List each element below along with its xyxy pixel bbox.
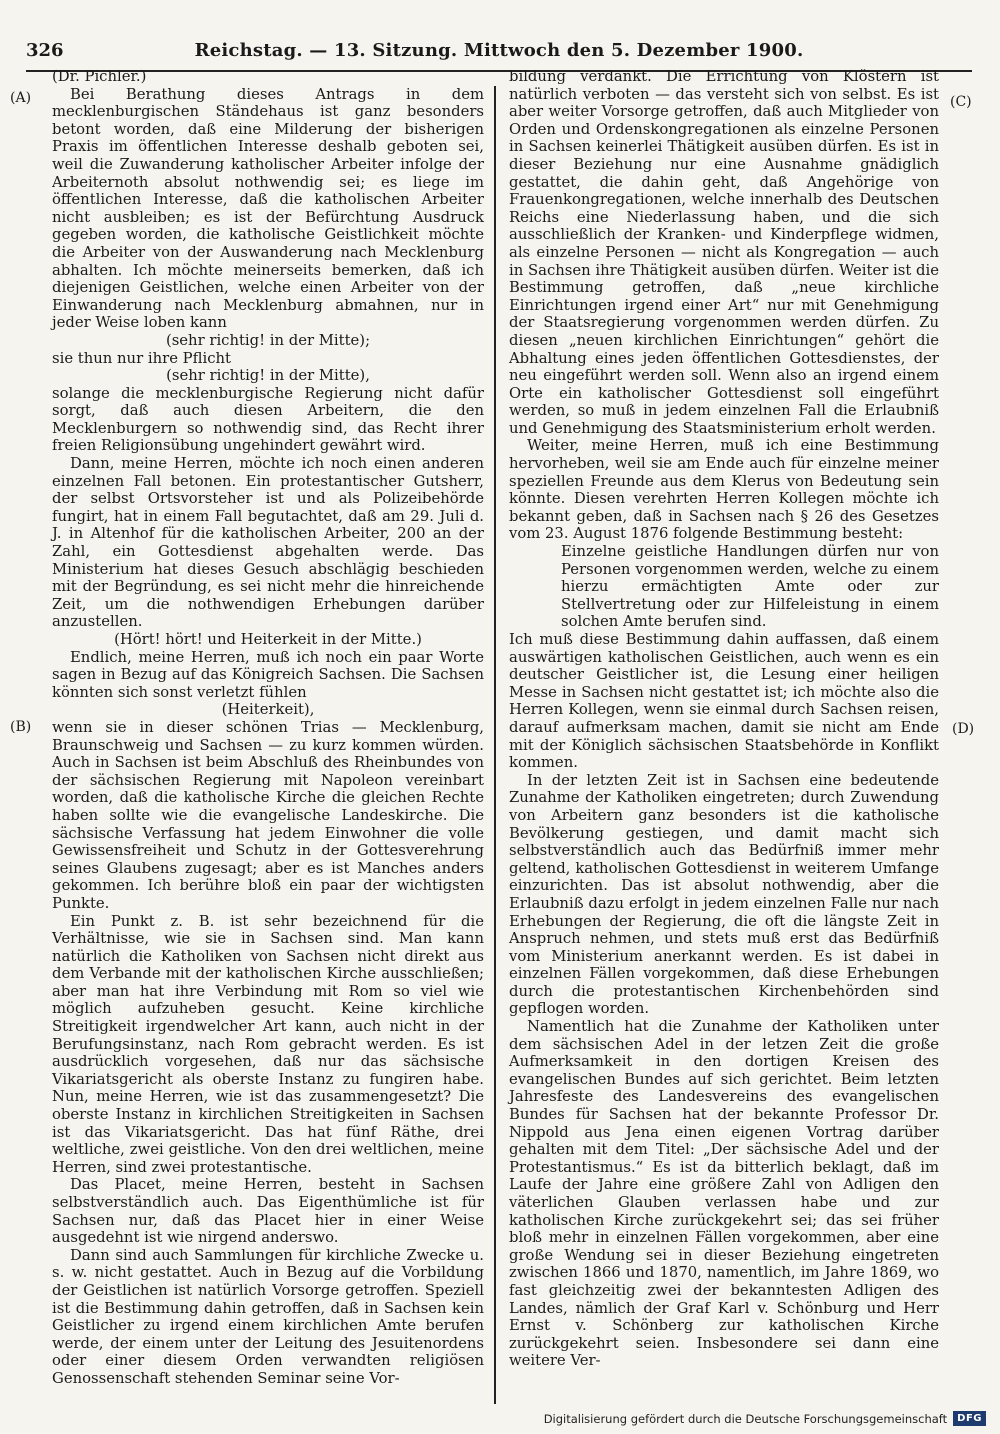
footer-credit [544, 1411, 986, 1426]
interjection: (Hört! hört! und Heiterkeit in der Mitte.) [114, 631, 422, 648]
interjection: (sehr richtig! in der Mitte), [166, 367, 370, 385]
paragraph: In der letzten Zeit ist in Sachsen eine bedeutende Zunahme der Katholiken eingetreten; durch Zuwendung von Arbeitern ganz besonders ist die katholische Bevölkerung gestiegen, und damit macht sich selbstverständlich auch das Bedürfniß immer mehr geltend, katholischen Gottesdienst in weiterem Umfange einzurichten. Das ist absolut nothwendig, aber die Erlaubniß dazu erfolgt in jedem einzelnen Falle nur nach Erhebungen der Regierung, die oft die längste Zeit in Anspruch nehmen, und stets muß erst das Bedürfniß vom Ministerium anerkannt werden. Es ist dabei in einzelnen Fällen vorgekommen, daß diese Erhebungen durch die protestantischen Kirchenbehörden sind gepflogen worden. [509, 771, 939, 1018]
paragraph: wenn sie in dieser schönen Trias — Mecklenburg, Braunschweig und Sachsen — zu kurz kommen würden. Auch in Sachsen ist beim Abschluß des Rheinbundes von der sächsischen Regierung mit Napoleon vereinbart worden, daß die katholische Kirche die gleichen Rechte haben sollte wie die evangelische Landeskirche. Die sächsische Verfassung hat jedem Einwohner die volle Gewissensfreiheit und Schutz in der Gottesverehrung seines Glaubens zugesagt; aber es ist Manches anders gekommen. Ich berühre bloß ein paar der wichtigsten Punkte. [52, 718, 484, 912]
paragraph: Weiter, meine Herren, muß ich eine Bestimmung hervorheben, weil sie am Ende auch für einzelne meiner speziellen Freunde aus dem Klerus von Bedeutung sein könnte. Diesen verehrten Herren Kollegen möchte ich bekannt geben, daß in Sachsen nach § 26 des Gesetzes vom 23. August 1876 folgende Bestimmung besteht: [509, 437, 939, 543]
margin-marker-c: (C) [950, 94, 972, 110]
margin-marker-d: (D) [952, 721, 975, 737]
right-column [509, 68, 939, 1370]
paragraph: bildung verdankt. Die Errichtung von Klöstern ist natürlich verboten — das versteht sich von selbst. Es ist aber weiter Vorsorge getroffen, daß auch Mitglieder von Orden und Ordenskongregationen als einzelne Personen in Sachsen keinerlei Thätigkeit ausüben dürfen. Es ist in dieser Beziehung nur eine Ausnahme gnädiglich gestattet, die dahin geht, daß Angehörige von Frauenkongregationen, welche innerhalb des Deutschen Reichs eine Niederlassung haben, und die sich ausschließlich der Kranken- und Kinderpflege widmen, als einzelne Personen — nicht als Kongregation — auch in Sachsen ihre Thätigkeit ausüben dürfen. Weiter ist die Bestimmung getroffen, daß „neue kirchliche Einrichtungen irgend einer Art“ nur mit Genehmigung der Staatsregierung vorgenommen werden dürfen. Zu diesen „neuen kirchlichen Einrichtungen“ gehört die Abhaltung eines jeden öffentlichen Gottesdienstes, der neu eingeführt werden soll. Wenn also an irgend einem Orte ein katholischer Gottesdienst soll eingeführt werden, so muß in jedem einzelnen Fall die Erlaubniß und Genehmigung des Staatsministerium erholt werden. [509, 68, 939, 437]
left-column [52, 68, 484, 1388]
column-divider [494, 86, 496, 1404]
quoted-provision: Einzelne geistliche Handlungen dürfen nur von Personen vorgenommen werden, welche zu einem hierzu ermächtigten Amte oder zur Stellvertretung oder zur Hilfeleistung in einem solchen Amte berufen sind. [561, 543, 939, 631]
dfg-logo: DFG [953, 1411, 986, 1426]
paragraph: Dann, meine Herren, möchte ich noch einen anderen einzelnen Fall betonen. Ein protestantischer Gutsherr, der selbst Ortsvorsteher ist und als Polizeibehörde fungirt, hat in einem Fall begutachtet, daß am 29. Juli d. J. in Altenhof für die katholischen Arbeiter, 200 an der Zahl, ein Gottesdienst abgehalten werde. Das Ministerium hat dieses Gesuch abschlägig beschieden mit der Begründung, es sei nicht mehr die hinreichende Zeit, um die nothwendigen Erhebungen darüber anzustellen. [52, 455, 484, 631]
paragraph: solange die mecklenburgische Regierung nicht dafür sorgt, daß auch diesen Arbeitern, die den Mecklenburgern so nothwendig sind, das Recht ihrer freien Religionsübung ungehindert gewährt wird. [52, 384, 484, 455]
paragraph: sie thun nur ihre Pflicht [52, 349, 231, 367]
margin-marker-b: (B) [10, 719, 32, 735]
page-number: 326 [26, 40, 64, 61]
running-head: Reichstag. — 13. Sitzung. Mittwoch den 5. Dezember 1900. [194, 40, 804, 61]
paragraph: Namentlich hat die Zunahme der Katholiken unter dem sächsischen Adel in der letzen Zeit die große Aufmerksamkeit in den dortigen Kreisen des evangelischen Bundes auf sich gerichtet. Beim letzten Jahresfeste des Landesvereins des evangelischen Bundes für Sachsen hat der bekannte Professor Dr. Nippold aus Jena einen eigenen Vortrag darüber gehalten mit dem Titel: „Der sächsische Adel und der Protestantismus.“ Es ist da bitterlich beklagt, daß im Laufe der Jahre eine größere Zahl von Adligen den väterlichen Glauben verlassen habe und zur katholischen Kirche zurückgekehrt sei; das sei früher bloß mehr in einzelnen Fällen vorgekommen, aber eine große Wendung sei in dieser Beziehung eingetreten zwischen 1866 und 1870, namentlich, im Jahre 1869, wo fast gleichzeitig zwei der bekanntesten Adligen des Landes, nämlich der Graf Karl v. Schönburg und Herr Ernst v. Schönberg zur katholischen Kirche zurückgekehrt seien. Insbesondere sei dann eine weitere Ver- [509, 1018, 939, 1370]
speaker-name: (Dr. Pichler.) [52, 68, 147, 85]
interjection: (sehr richtig! in der Mitte); [165, 331, 371, 349]
paragraph: Endlich, meine Herren, muß ich noch ein paar Worte sagen in Bezug auf das Königreich Sachsen. Die Sachsen könnten sich sonst verletzt fühlen [52, 648, 484, 701]
paragraph: Ein Punkt z. B. ist sehr bezeichnend für die Verhältnisse, wie sie in Sachsen sind. Man kann natürlich die Katholiken von Sachsen nicht direkt aus dem Verbande mit der katholischen Kirche ausschließen; aber man hat ihre Verbindung mit Rom so viel wie möglich aufzuheben gesucht. Keine kirchliche Streitigkeit irgendwelcher Art kann, auch nicht in der Berufungsinstanz, nach Rom gebracht werden. Es ist ausdrücklich vorgesehen, daß nur das sächsische Vikariatsgericht als oberste Instanz zu fungiren habe. Nun, meine Herren, wie ist das zusammengesetzt? Die oberste Instanz in kirchlichen Streitigkeiten in Sachsen ist das Vikariatsgericht. Das hat fünf Räthe, drei weltliche, zwei geistliche. Von den drei weltlichen, meine Herren, sind zwei protestantische. [52, 912, 484, 1176]
paragraph: Bei Berathung dieses Antrags in dem mecklenburgischen Ständehaus ist ganz besonders betont worden, daß eine Milderung der bisherigen Praxis im öffentlichen Interesse deshalb geboten sei, weil die Zuwanderung katholischer Arbeiter infolge der Arbeiternoth absolut nothwendig sei; es liege im öffentlichen Interesse, daß die katholischen Arbeiter nicht ausbleiben; es ist der Befürchtung Ausdruck gegeben worden, die katholische Geistlichkeit möchte die Arbeiter von der Auswanderung nach Mecklenburg abhalten. Ich möchte meinerseits bemerken, daß ich diejenigen Geistlichen, welche einen Arbeiter von der Einwanderung nach Mecklenburg abmahnen, nur in jeder Weise loben kann [52, 85, 484, 332]
footer-text: Digitalisierung gefördert durch die Deutsche Forschungsgemeinschaft [543, 1411, 948, 1426]
margin-marker-a: (A) [10, 90, 32, 106]
paragraph: Das Placet, meine Herren, besteht in Sachsen selbstverständlich auch. Das Eigenthümliche ist für Sachsen nur, daß das Placet hier in einer Weise ausgedehnt ist wie nirgend anderswo. [52, 1176, 484, 1247]
paragraph: Ich muß diese Bestimmung dahin auffassen, daß einem auswärtigen katholischen Geistlichen, auch wenn es ein deutscher Geistlicher ist, die Lesung einer heiligen Messe in Sachsen nicht gestattet ist; ich möchte also die Herren Kollegen, wenn sie einmal durch Sachsen reisen, darauf aufmerksam machen, damit sie nicht am Ende mit der Königlich sächsischen Staatsbehörde in Konflikt kommen. [509, 631, 939, 772]
interjection: (Heiterkeit), [221, 701, 315, 719]
paragraph: Dann sind auch Sammlungen für kirchliche Zwecke u. s. w. nicht gestattet. Auch in Bezug auf die Vorbildung der Geistlichen ist natürlich Vorsorge getroffen. Speziell ist die Bestimmung dahin getroffen, daß in Sachsen kein Geistlicher zu irgend einem kirchlichen Amte berufen werde, der einem unter der Leitung des Jesuitenordens oder einer diesem Orden verwandten religiösen Genossenschaft stehenden Seminar seine Vor- [52, 1246, 484, 1387]
